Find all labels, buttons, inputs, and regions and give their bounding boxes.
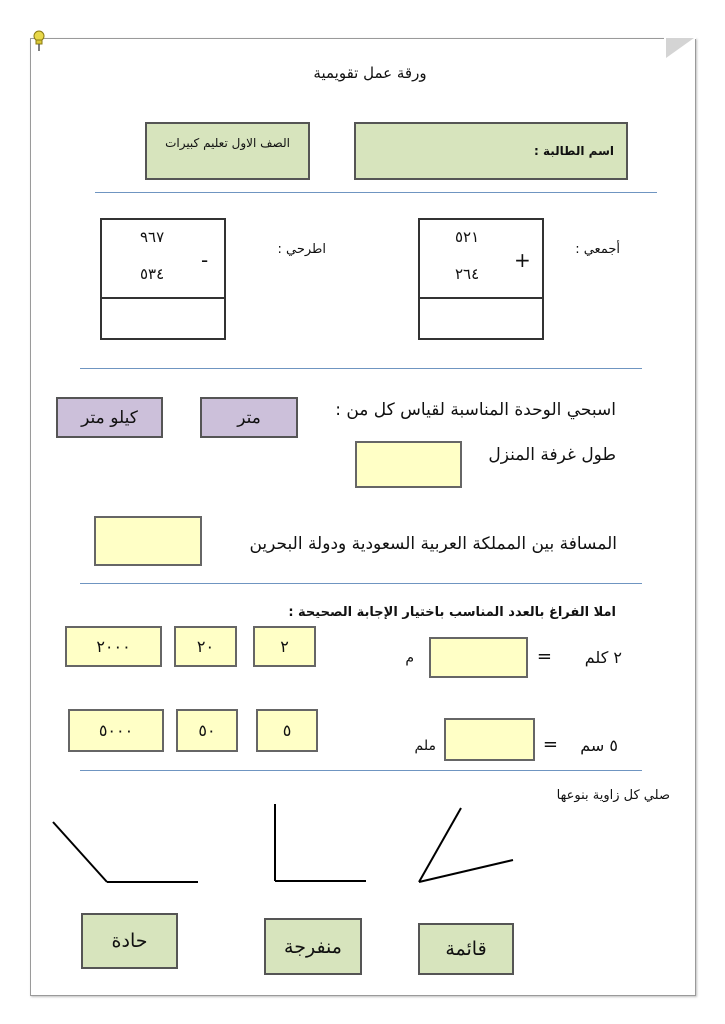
angle-label-right-text: قائمة [445, 938, 487, 960]
plus-sign: + [514, 248, 531, 272]
obtuse-angle-figure [53, 822, 198, 882]
row1-option-2-label: ٢٠٠٠ [96, 637, 131, 656]
minus-sign: - [201, 248, 209, 272]
fill-prompt: املا الفراغ بالعدد المناسب باختيار الإجابة الصحيحة : [288, 605, 616, 620]
student-name-label: اسم الطالبة : [534, 144, 614, 158]
row1-option-0-label: ٢ [280, 637, 289, 656]
row2-left: ٥ سم [580, 736, 618, 755]
units-item-room-length: طول غرفة المنزل [488, 445, 616, 465]
angle-label-obtuse[interactable] [264, 918, 362, 975]
addition-bottom-number: ٢٦٤ [455, 265, 480, 283]
subtraction-bottom-number: ٥٣٤ [140, 265, 165, 283]
addition-top-number: ٥٢١ [455, 228, 480, 246]
angle-label-right[interactable] [418, 923, 514, 975]
addition-label: أجمعي : [575, 242, 620, 257]
row1-equals: = [536, 646, 552, 667]
units-item-distance: المسافة بين المملكة العربية السعودية ودولة البحرين [249, 534, 617, 554]
row1-option-1-label: ٢٠ [196, 637, 215, 656]
option-meter-label: متر [237, 407, 261, 428]
row2-option-1-label: ٥٠ [198, 721, 216, 740]
option-kilometer-label: كيلو متر [81, 407, 138, 428]
grade-label: الصف الاول تعليم كبيرات [165, 136, 290, 150]
angle-label-acute-text: حادة [111, 930, 148, 952]
row2-option-0-label: ٥ [282, 721, 292, 740]
angles-prompt: صلي كل زاوية بنوعها [556, 788, 670, 803]
row2-equals: = [542, 734, 558, 755]
subtraction-top-number: ٩٦٧ [140, 228, 165, 246]
row2-option-2-label: ٥٠٠٠ [98, 721, 134, 740]
subtraction-label: اطرحي : [277, 242, 326, 257]
acute-angle-figure [419, 808, 513, 882]
page-title: ورقة عمل تقويمية [313, 64, 427, 82]
angle-label-acute[interactable] [81, 913, 178, 969]
angle-label-obtuse-text: منفرجة [284, 935, 342, 958]
units-prompt: اسبحي الوحدة المناسبة لقياس كل من : [335, 400, 616, 420]
row1-unit: م [405, 650, 414, 666]
row1-left: ٢ كلم [584, 648, 622, 667]
row2-unit: ملم [414, 738, 436, 754]
right-angle-figure [275, 804, 366, 881]
